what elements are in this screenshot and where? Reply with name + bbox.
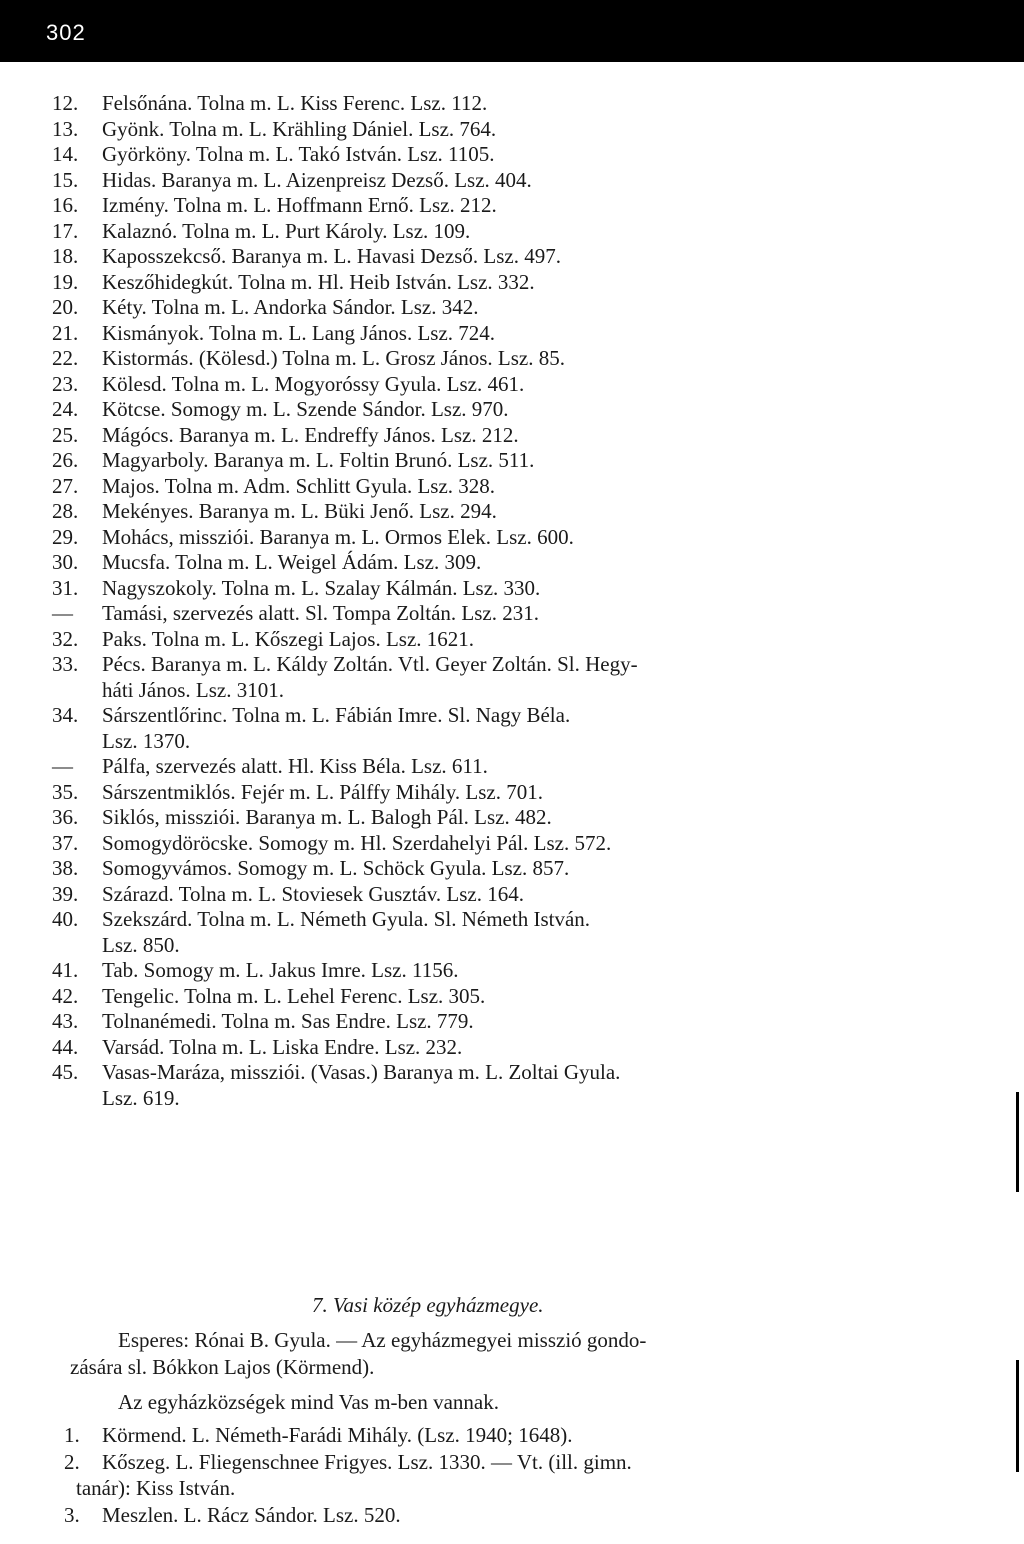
item-number: 33. <box>52 652 79 676</box>
item-number: 25. <box>52 422 79 447</box>
item-text: Felsőnána. Tolna m. L. Kiss Ferenc. Lsz. 112. <box>102 91 488 115</box>
item-text: Nagyszokoly. Tolna m. L. Szalay Kálmán. Lsz. 330. <box>102 575 541 600</box>
item-text: Majos. Tolna m. Adm. Schlitt Gyula. Lsz. 328. <box>102 473 496 498</box>
item-number: 30. <box>52 550 79 574</box>
item-text: tanár): Kiss István. <box>76 1476 236 1500</box>
item-text: Keszőhidegkút. Tolna m. Hl. Heib István. Lsz. 332. <box>102 269 535 294</box>
item-number: — <box>52 754 73 778</box>
scan-edge-mark <box>1016 1360 1019 1472</box>
item-text: Hidas. Baranya m. L. Aizenpreisz Dezső. Lsz. 404. <box>102 167 532 192</box>
item-number: 14. <box>52 142 79 166</box>
item-number: 35. <box>52 779 79 804</box>
item-text: Mekényes. Baranya m. L. Büki Jenő. Lsz. 294. <box>102 499 497 523</box>
item-text: Paks. Tolna m. L. Kőszegi Lajos. Lsz. 1621. <box>102 626 475 651</box>
item-number: 20. <box>52 295 79 319</box>
item-number: 31. <box>52 575 79 600</box>
item-number: 38. <box>52 856 79 880</box>
item-text: Kismányok. Tolna m. L. Lang János. Lsz. 724. <box>102 320 496 345</box>
item-text: Szekszárd. Tolna m. L. Németh Gyula. Sl. Németh István. <box>102 907 591 931</box>
scan-edge-mark <box>1016 1092 1019 1192</box>
item-text: Kalaznó. Tolna m. L. Purt Károly. Lsz. 109. <box>102 218 471 243</box>
item-number: 36. <box>52 805 79 829</box>
item-text: Tamási, szervezés alatt. Sl. Tompa Zoltán. Lsz. 231. <box>102 601 539 625</box>
item-text: Györköny. Tolna m. L. Takó István. Lsz. 1105. <box>102 142 495 166</box>
item-text: Somogydöröcske. Somogy m. Hl. Szerdahelyi Pál. Lsz. 572. <box>102 830 612 855</box>
item-text: Körmend. L. Németh-Farádi Mihály. (Lsz. 1940; 1648). <box>102 1423 573 1447</box>
item-text: Mágócs. Baranya m. L. Endreffy János. Lsz. 212. <box>102 422 519 447</box>
item-number: 34. <box>52 703 79 727</box>
item-text: Kaposszekcső. Baranya m. L. Havasi Dezső. Lsz. 497. <box>102 244 561 268</box>
item-text: Pálfa, szervezés alatt. Hl. Kiss Béla. Lsz. 611. <box>102 754 488 778</box>
item-text: Gyönk. Tolna m. L. Krähling Dániel. Lsz. 764. <box>102 116 497 141</box>
item-text: Sárszentlőrinc. Tolna m. L. Fábián Imre. Sl. Nagy Béla. <box>102 703 571 727</box>
item-text: Magyarboly. Baranya m. L. Foltin Brunó. Lsz. 511. <box>102 448 535 472</box>
item-number: 3. <box>64 1502 80 1527</box>
item-text: Kéty. Tolna m. L. Andorka Sándor. Lsz. 342. <box>102 295 479 319</box>
item-number: 41. <box>52 958 79 982</box>
item-text: Kőszeg. L. Fliegenschnee Frigyes. Lsz. 1330. — Vt. (ill. gimn. <box>102 1449 632 1474</box>
item-text: Varsád. Tolna m. L. Liska Endre. Lsz. 232. <box>102 1034 463 1059</box>
item-number: 1. <box>64 1423 80 1447</box>
item-number: — <box>52 601 73 625</box>
item-text: Lsz. 1370. <box>102 728 191 753</box>
item-text: Tengelic. Tolna m. L. Lehel Ferenc. Lsz. 305. <box>102 983 486 1008</box>
item-number: 15. <box>52 167 79 192</box>
item-number: 27. <box>52 473 79 498</box>
item-number: 22. <box>52 346 79 370</box>
item-text: Szárazd. Tolna m. L. Stoviesek Gusztáv. Lsz. 164. <box>102 881 524 906</box>
item-text: Lsz. 850. <box>102 932 180 957</box>
item-text: Kölesd. Tolna m. L. Mogyoróssy Gyula. Lsz. 461. <box>102 371 525 396</box>
item-text: Tolnanémedi. Tolna m. Sas Endre. Lsz. 779. <box>102 1009 474 1033</box>
item-number: 24. <box>52 397 79 421</box>
item-number: 39. <box>52 881 79 906</box>
item-number: 21. <box>52 320 79 345</box>
page-number: 302 <box>46 20 86 45</box>
item-text: Mucsfa. Tolna m. L. Weigel Ádám. Lsz. 309. <box>102 550 482 574</box>
item-number: 32. <box>52 626 79 651</box>
item-text: Siklós, missziói. Baranya m. L. Balogh Pál. Lsz. 482. <box>102 805 552 829</box>
item-number: 16. <box>52 193 79 217</box>
item-text: Somogyvámos. Somogy m. L. Schöck Gyula. Lsz. 857. <box>102 856 570 880</box>
item-number: 44. <box>52 1034 79 1059</box>
item-text: Lsz. 619. <box>102 1085 180 1110</box>
item-number: 42. <box>52 983 79 1008</box>
item-text: Kistormás. (Kölesd.) Tolna m. L. Grosz János. Lsz. 85. <box>102 346 565 370</box>
intro-text: Az egyházközségek mind Vas m-ben vannak. <box>118 1390 499 1414</box>
item-text: Sárszentmiklós. Fejér m. L. Pálffy Mihály. Lsz. 701. <box>102 779 543 804</box>
item-number: 43. <box>52 1009 79 1033</box>
item-text: Pécs. Baranya m. L. Káldy Zoltán. Vtl. Geyer Zoltán. Sl. Hegy- <box>102 652 638 676</box>
item-number: 2. <box>64 1449 80 1474</box>
intro-text: Esperes: Rónai B. Gyula. — Az egyházmegyei misszió gondo- <box>118 1328 647 1352</box>
section-title: 7. Vasi közép egyházmegye. <box>312 1293 544 1317</box>
item-number: 40. <box>52 907 79 931</box>
item-number: 12. <box>52 91 79 115</box>
item-text: háti János. Lsz. 3101. <box>102 677 284 702</box>
item-number: 45. <box>52 1060 79 1084</box>
item-number: 26. <box>52 448 79 472</box>
item-text: Vasas-Maráza, missziói. (Vasas.) Baranya m. L. Zoltai Gyula. <box>102 1060 621 1084</box>
item-text: Kötcse. Somogy m. L. Szende Sándor. Lsz. 970. <box>102 397 509 421</box>
item-number: 28. <box>52 499 79 523</box>
page-header-bar <box>0 0 1024 62</box>
item-number: 19. <box>52 269 79 294</box>
item-text: Tab. Somogy m. L. Jakus Imre. Lsz. 1156. <box>102 958 459 982</box>
item-text: Izmény. Tolna m. L. Hoffmann Ernő. Lsz. 212. <box>102 193 497 217</box>
item-number: 18. <box>52 244 79 268</box>
item-text: Meszlen. L. Rácz Sándor. Lsz. 520. <box>102 1502 401 1527</box>
item-number: 37. <box>52 830 79 855</box>
item-number: 17. <box>52 218 79 243</box>
item-text: Mohács, missziói. Baranya m. L. Ormos Elek. Lsz. 600. <box>102 524 574 549</box>
item-number: 13. <box>52 116 79 141</box>
intro-text: zására sl. Bókkon Lajos (Körmend). <box>70 1355 375 1379</box>
item-number: 29. <box>52 524 79 549</box>
item-number: 23. <box>52 371 79 396</box>
